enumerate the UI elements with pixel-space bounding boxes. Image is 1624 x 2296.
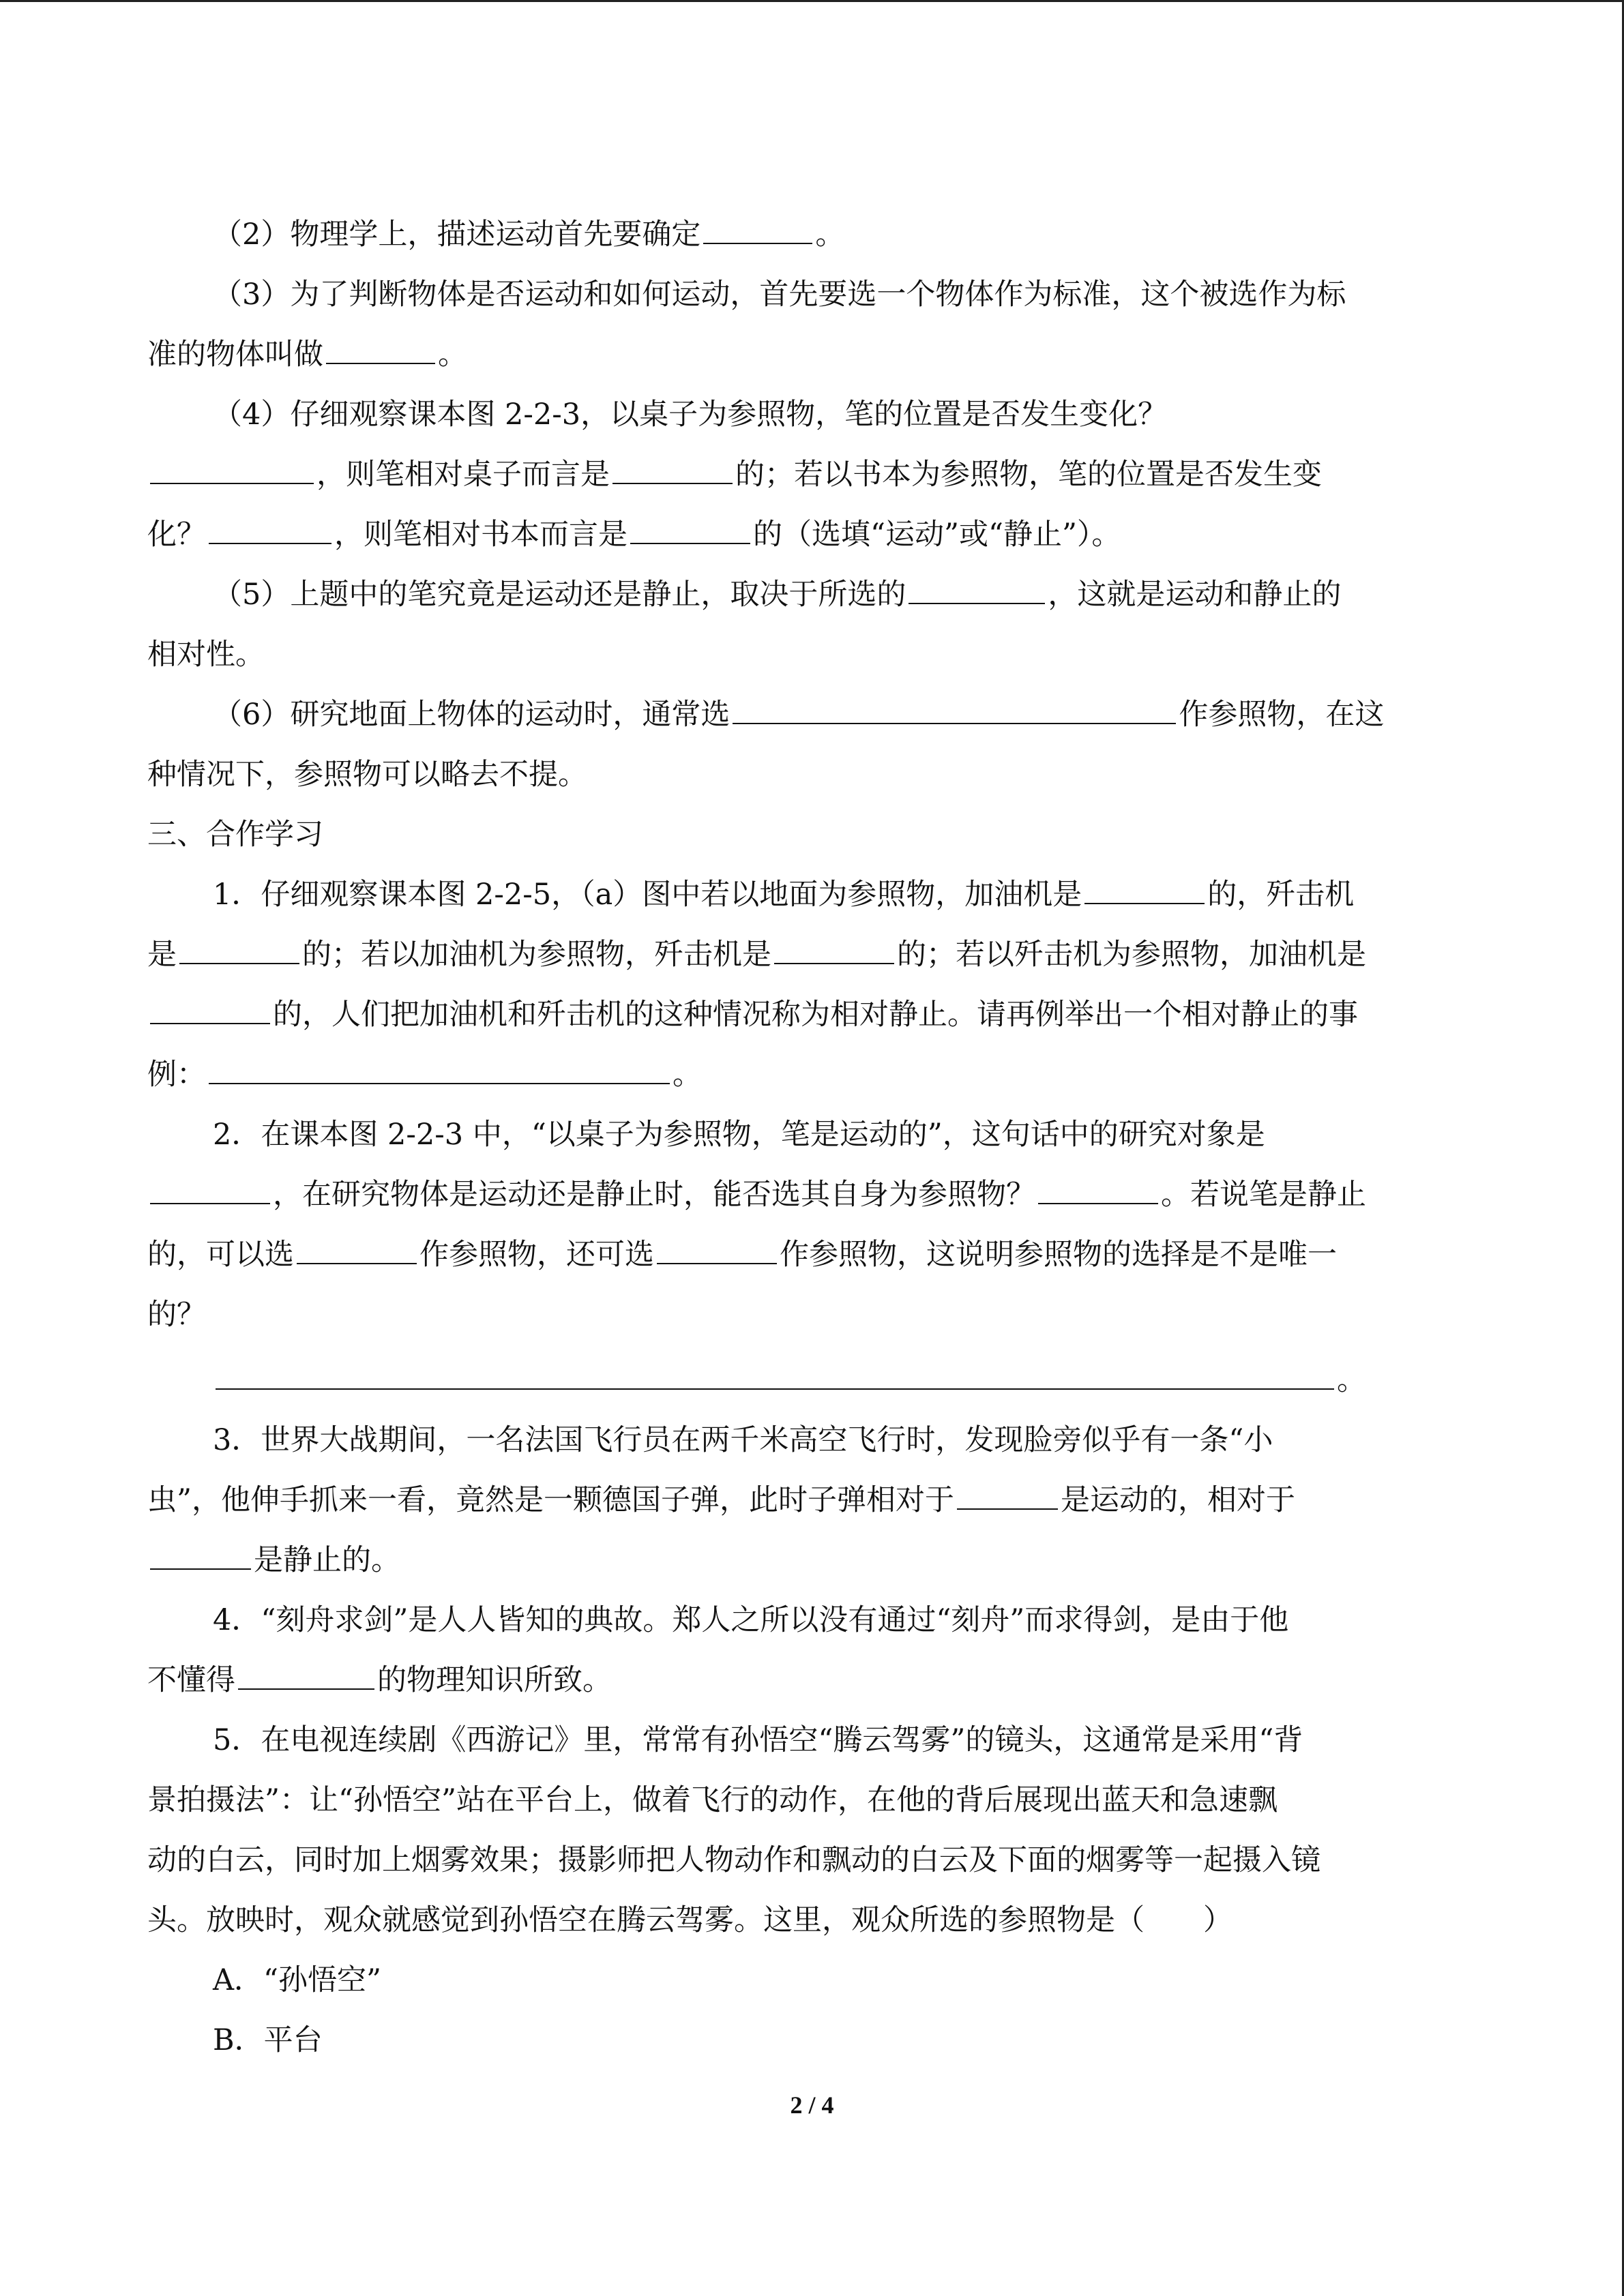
coop-1-line-3: 的，人们把加油机和歼击机的这种情况称为相对静止。请再例举出一个相对静止的事 [147,985,1477,1045]
coop-2-line-2: ，在研究物体是运动还是静止时，能否选其自身为参照物？ 。若说笔是静止 [147,1165,1477,1225]
option-a[interactable]: A．“孙悟空” [213,1963,382,1997]
question-4-line-2: ，则笔相对桌子而言是 的；若以书本为参照物，笔的位置是否发生变 [147,445,1477,505]
question-2: （2）物理学上，描述运动首先要确定 。 [147,205,1477,265]
coop-2-line-5: 。 [147,1350,1477,1410]
answer-blank[interactable] [774,927,894,964]
answer-blank[interactable] [150,987,270,1024]
option-b[interactable]: B．平台 [213,2023,323,2057]
coop-3-line-3: 是静止的。 [147,1530,1477,1590]
coop-5-line-4: 头。放映时，观众就感觉到孙悟空在腾云驾雾。这里，观众所选的参照物是（ ） [147,1903,1232,1937]
answer-blank[interactable] [909,567,1045,604]
page-top-border [0,0,1624,2]
coop-2-line-1: 2．在课本图 2-2-3 中，“以桌子为参照物，笔是运动的”，这句话中的研究对象是 [213,1118,1265,1152]
answer-blank[interactable] [179,927,299,964]
answer-blank[interactable] [703,207,812,244]
question-5-line-1: （5）上题中的笔究竟是运动还是静止，取决于所选的 ，这就是运动和静止的 [147,565,1477,625]
answer-blank[interactable] [238,1653,374,1690]
page-number: 2 / 4 [790,2091,834,2119]
document-body [147,205,1477,2070]
coop-4-line-2: 不懂得 的物理知识所致。 [147,1650,1477,1710]
question-3-line-1: （3）为了判断物体是否运动和如何运动，首先要选一个物体作为标准，这个被选作为标 [213,278,1346,312]
answer-blank[interactable] [657,1227,777,1264]
answer-blank[interactable] [150,1167,270,1204]
answer-blank[interactable] [150,1533,251,1570]
coop-1-line-1: 1．仔细观察课本图 2-2-5，（a）图中若以地面为参照物，加油机是 的，歼击机 [147,865,1477,925]
question-6-line-2: 种情况下，参照物可以略去不提。 [147,758,587,792]
coop-3-line-2: 虫”，他伸手抓来一看，竟然是一颗德国子弹，此时子弹相对于 是运动的，相对于 [147,1470,1477,1530]
answer-blank[interactable] [297,1227,417,1264]
coop-5-line-2: 景拍摄法”：让“孙悟空”站在平台上，做着飞行的动作，在他的背后展现出蓝天和急速飘 [147,1783,1278,1817]
answer-blank[interactable] [733,687,1176,724]
coop-1-line-4: 例： 。 [147,1045,1477,1105]
coop-1-line-2: 是 的；若以加油机为参照物，歼击机是 的；若以歼击机为参照物，加油机是 [147,925,1477,985]
coop-4-line-1: 4．“刻舟求剑”是人人皆知的典故。郑人之所以没有通过“刻舟”而求得剑，是由于他 [213,1603,1289,1637]
coop-2-line-3: 的，可以选 作参照物，还可选 作参照物，这说明参照物的选择是不是唯一 [147,1225,1477,1285]
coop-3-line-1: 3．世界大战期间，一名法国飞行员在两千米高空飞行时，发现脸旁似乎有一条“小 [213,1423,1273,1457]
section-title: 三、合作学习 [147,818,323,852]
answer-blank[interactable] [209,507,331,544]
coop-2-line-4: 的？ [147,1298,206,1332]
question-4-line-3: 化？ ，则笔相对书本而言是 的（选填“运动”或“静止”）。 [147,505,1477,565]
answer-blank[interactable] [1038,1167,1158,1204]
coop-5-line-1: 5．在电视连续剧《西游记》里，常常有孙悟空“腾云驾雾”的镜头，这通常是采用“背 [213,1723,1303,1757]
answer-blank[interactable] [216,1353,1334,1390]
coop-5-line-3: 动的白云，同时加上烟雾效果；摄影师把人物动作和飘动的白云及下面的烟雾等一起摄入镜 [147,1843,1320,1877]
answer-blank[interactable] [150,447,314,484]
answer-blank[interactable] [209,1047,670,1084]
question-3-line-2: 准的物体叫做 。 [147,325,1477,385]
answer-blank[interactable] [612,447,733,484]
question-6-line-1: （6）研究地面上物体的运动时，通常选 作参照物，在这 [147,685,1477,745]
answer-blank[interactable] [957,1473,1058,1510]
answer-blank[interactable] [630,507,750,544]
question-4-line-1: （4）仔细观察课本图 2-2-3，以桌子为参照物，笔的位置是否发生变化？ [213,398,1168,432]
answer-blank[interactable] [1084,867,1205,904]
answer-blank[interactable] [326,327,435,364]
question-5-line-2: 相对性。 [147,638,265,672]
